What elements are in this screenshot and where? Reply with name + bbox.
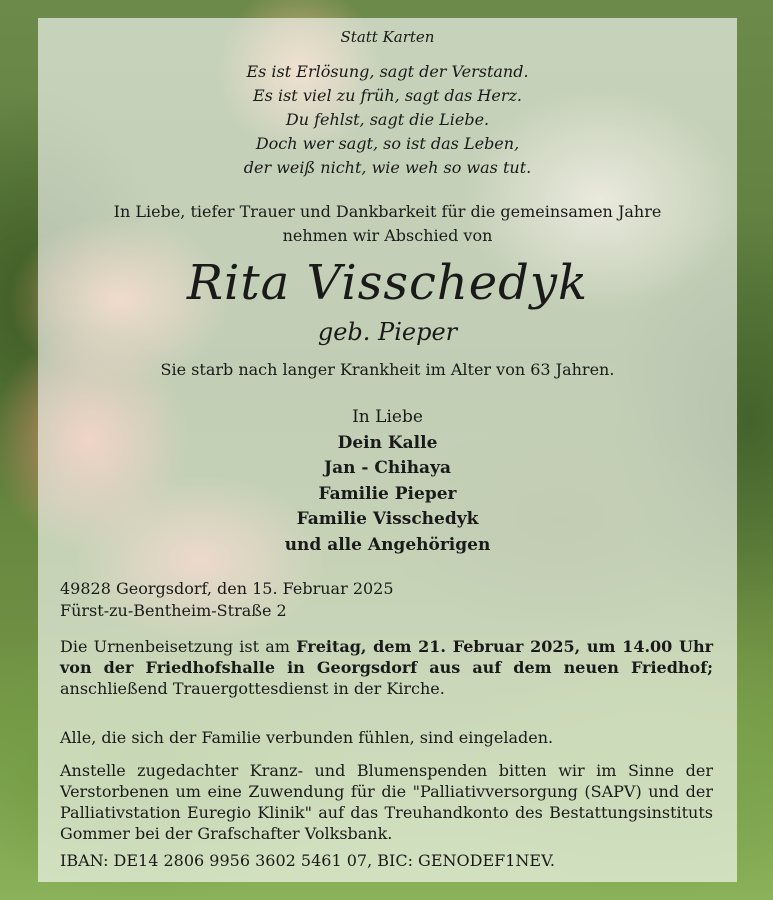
poem-line: Du fehlst, sagt die Liebe. (285, 110, 490, 129)
street-address: Fürst-zu-Bentheim-Straße 2 (60, 601, 287, 620)
intro-line-1: In Liebe, tiefer Trauer und Dankbarkeit für die gemeinsamen Jahre (113, 202, 662, 221)
mourner-name: Jan - Chihaya (324, 458, 451, 478)
poem-line: Es ist Erlösung, sagt der Verstand. (246, 62, 529, 81)
mourners-intro: In Liebe (352, 407, 423, 427)
mourner-name: Dein Kalle (337, 432, 438, 453)
place-date: 49828 Georgsdorf, den 15. Februar 2025 (60, 579, 394, 598)
intro-text (38, 200, 737, 248)
poem (38, 60, 737, 180)
intro-line-2: nehmen wir Abschied von (282, 226, 493, 245)
bank-details: IBAN: DE14 2806 9956 3602 5461 07, BIC: GENODEF1NEV. (60, 851, 555, 870)
statt-karten: Statt Karten (340, 28, 435, 46)
ceremony-suffix: anschließend Trauergottesdienst in der Kirche. (60, 679, 445, 698)
mourner-name: Familie Pieper (318, 483, 457, 504)
poem-line: der weiß nicht, wie weh so was tut. (243, 158, 532, 177)
ceremony-info (60, 636, 713, 699)
birth-name: geb. Pieper (317, 318, 458, 346)
donation-request: Anstelle zugedachter Kranz- und Blumenspenden bitten wir im Sinne der Verstorbenen um eine Zuwendung für die "Palliativversorgung (SAPV) und der Palliativstation Euregio Klinik" auf das Treuhandkonto des Bestattungsinstituts Gommer bei der Grafschafter Volksbank. (60, 761, 713, 843)
invitation-text: Alle, die sich der Familie verbunden fühlen, sind eingeladen. (60, 728, 554, 747)
deceased-name: Rita Visschedyk (186, 255, 589, 311)
address-block (60, 578, 713, 622)
mourners-list (38, 405, 737, 558)
poem-line: Doch wer sagt, so ist das Leben, (255, 134, 520, 153)
poem-line: Es ist viel zu früh, sagt das Herz. (253, 86, 522, 105)
mourner-name: und alle Angehörigen (284, 534, 491, 555)
mourner-name: Familie Visschedyk (296, 509, 479, 529)
death-note: Sie starb nach langer Krankheit im Alter von 63 Jahren. (160, 360, 615, 379)
ceremony-details: Freitag, dem 21. Februar 2025, um 14.00 Uhr von der Friedhofshalle in Georgsdorf aus auf dem neuen Friedhof; (60, 637, 714, 677)
ceremony-prefix: Die Urnenbeisetzung ist am (60, 637, 297, 656)
